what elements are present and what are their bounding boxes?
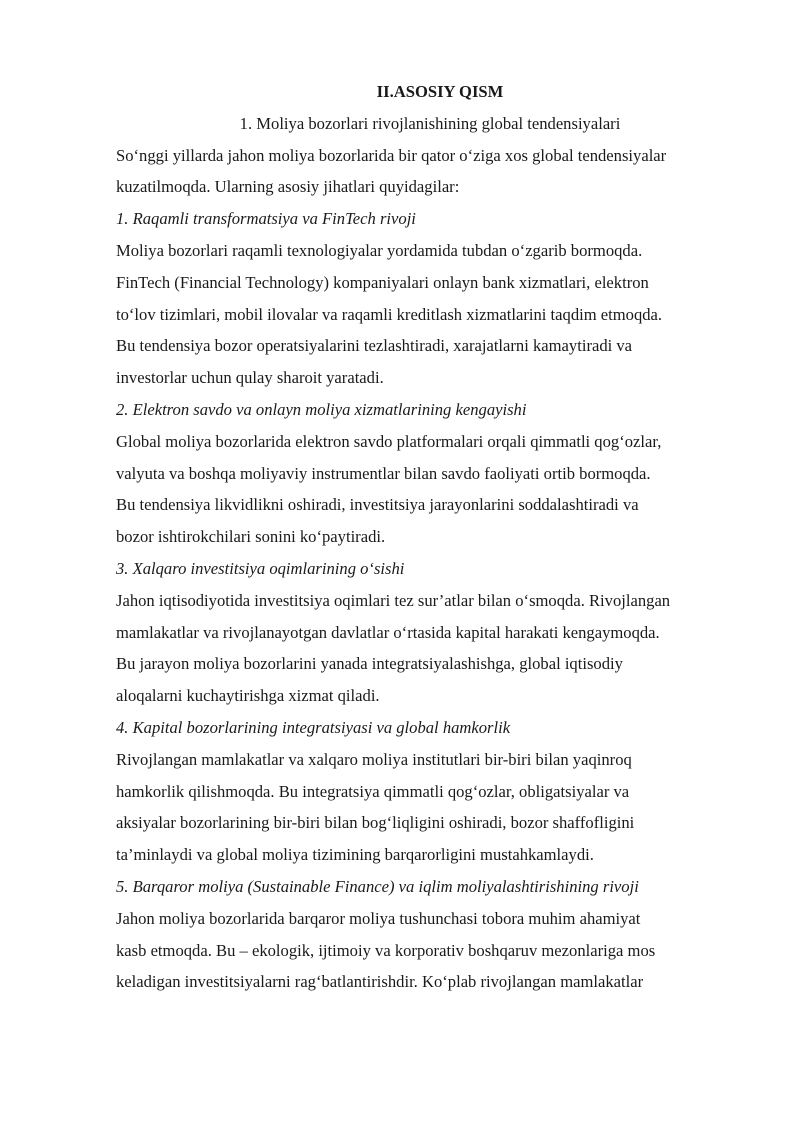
paragraph-line: Jahon moliya bozorlarida barqaror moliya tushunchasi tobora muhim ahamiyat — [116, 908, 641, 928]
paragraph-line: Bu jarayon moliya bozorlarini yanada integratsiyalashishga, global iqtisodiy — [116, 654, 623, 674]
paragraph-line: Bu tendensiya likvidlikni oshiradi, investitsiya jarayonlarini soddalashtiradi va — [116, 495, 639, 515]
paragraph-line: Moliya bozorlari raqamli texnologiyalar yordamida tubdan o‘zgarib bormoqda. — [116, 240, 643, 260]
subsection-heading: 4. Kapital bozorlarining integratsiyasi va global hamkorlik — [116, 717, 511, 737]
paragraph-line: mamlakatlar va rivojlanayotgan davlatlar o‘rtasida kapital harakati kengaymoqda. — [116, 622, 660, 642]
paragraph-line: kasb etmoqda. Bu – ekologik, ijtimoiy va korporativ boshqaruv mezonlariga mos — [116, 940, 656, 960]
subsection-heading: 2. Elektron savdo va onlayn moliya xizmatlarining kengayishi — [116, 399, 527, 419]
paragraph-line: Bu tendensiya bozor operatsiyalarini tezlashtiradi, xarajatlarni kamaytiradi va — [116, 336, 633, 356]
paragraph-line: ta’minlaydi va global moliya tizimining barqarorligini mustahkamlaydi. — [116, 845, 594, 865]
paragraph-line: Global moliya bozorlarida elektron savdo platformalari orqali qimmatli qog‘ozlar, — [116, 431, 662, 451]
paragraph-line: FinTech (Financial Technology) kompaniyalari onlayn bank xizmatlari, elektron — [116, 272, 649, 292]
paragraph-line: aloqalarni kuchaytirishga xizmat qiladi. — [116, 686, 380, 706]
subsection-heading: 5. Barqaror moliya (Sustainable Finance) va iqlim moliyalashtirishining rivoji — [116, 876, 639, 896]
paragraph-line: to‘lov tizimlari, mobil ilovalar va raqamli kreditlash xizmatlarini taqdim etmoqda. — [116, 304, 663, 324]
paragraph-line: keladigan investitsiyalarni rag‘batlantirishdir. Ko‘plab rivojlangan mamlakatlar — [116, 972, 644, 992]
paragraph-line: bozor ishtirokchilari sonini ko‘paytiradi. — [116, 527, 386, 547]
paragraph-line: aksiyalar bozorlarining bir-biri bilan bog‘liqligini oshiradi, bozor shaffofligini — [116, 813, 635, 833]
paragraph-line: Rivojlangan mamlakatlar va xalqaro moliya institutlari bir-biri bilan yaqinroq — [116, 749, 632, 769]
paragraph-line: So‘nggi yillarda jahon moliya bozorlarida bir qator o‘ziga xos global tendensiyalar — [116, 145, 667, 165]
section-subtitle: 1. Moliya bozorlari rivojlanishining global tendensiyalari — [239, 113, 621, 133]
paragraph-line: kuzatilmoqda. Ularning asosiy jihatlari quyidagilar: — [116, 177, 460, 197]
paragraph-line: valyuta va boshqa moliyaviy instrumentlar bilan savdo faoliyati ortib bormoqda. — [116, 463, 651, 483]
paragraph-line: Jahon iqtisodiyotida investitsiya oqimlari tez sur’atlar bilan o‘smoqda. Rivojlangan — [116, 590, 671, 610]
document-body — [116, 140, 744, 999]
section-title: II.ASOSIY QISM — [376, 82, 504, 101]
paragraph-line: hamkorlik qilishmoqda. Bu integratsiya qimmatli qog‘ozlar, obligatsiyalar va — [116, 781, 630, 801]
paragraph-line: investorlar uchun qulay sharoit yaratadi. — [116, 368, 384, 388]
subsection-heading: 1. Raqamli transformatsiya va FinTech rivoji — [116, 209, 416, 229]
subsection-heading: 3. Xalqaro investitsiya oqimlarining o‘sishi — [116, 558, 405, 578]
